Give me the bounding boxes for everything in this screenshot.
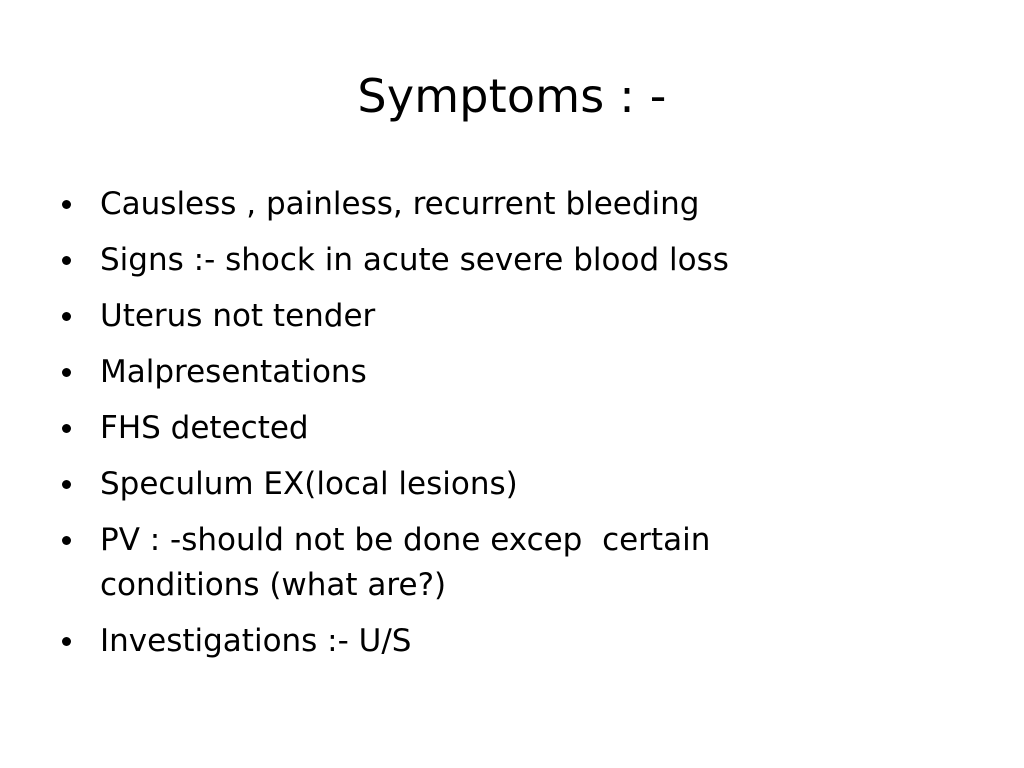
- bullet-dot-icon: [62, 368, 71, 377]
- bullet-dot-icon: [62, 536, 71, 545]
- bullet-dot-icon: [62, 480, 71, 489]
- bullet-item: [60, 182, 960, 227]
- bullet-dot-icon: [62, 424, 71, 433]
- bullet-text: Signs :- shock in acute severe blood loss: [100, 242, 729, 278]
- bullet-item: [60, 294, 960, 339]
- bullet-text: Causless , painless, recurrent bleeding: [100, 186, 700, 222]
- bullet-dot-icon: [62, 312, 71, 321]
- bullet-item: [60, 518, 960, 608]
- bullet-dot-icon: [62, 637, 71, 646]
- bullet-dot-icon: [62, 200, 71, 209]
- bullet-item: [60, 350, 960, 395]
- bullet-text: PV : -should not be done excep certain conditions (what are?): [100, 522, 721, 603]
- bullet-text: Investigations :- U/S: [100, 623, 412, 659]
- bullet-item: [60, 238, 960, 283]
- bullet-text: Speculum EX(local lesions): [100, 466, 518, 502]
- bullet-text: Uterus not tender: [100, 298, 376, 334]
- bullet-text: FHS detected: [100, 410, 309, 446]
- bullet-dot-icon: [62, 256, 71, 265]
- slide-title: Symptoms : -: [357, 69, 667, 123]
- bullet-item: [60, 619, 960, 664]
- bullet-text: Malpresentations: [100, 354, 367, 390]
- bullet-list: [60, 182, 960, 664]
- bullet-item: [60, 406, 960, 451]
- bullet-item: [60, 462, 960, 507]
